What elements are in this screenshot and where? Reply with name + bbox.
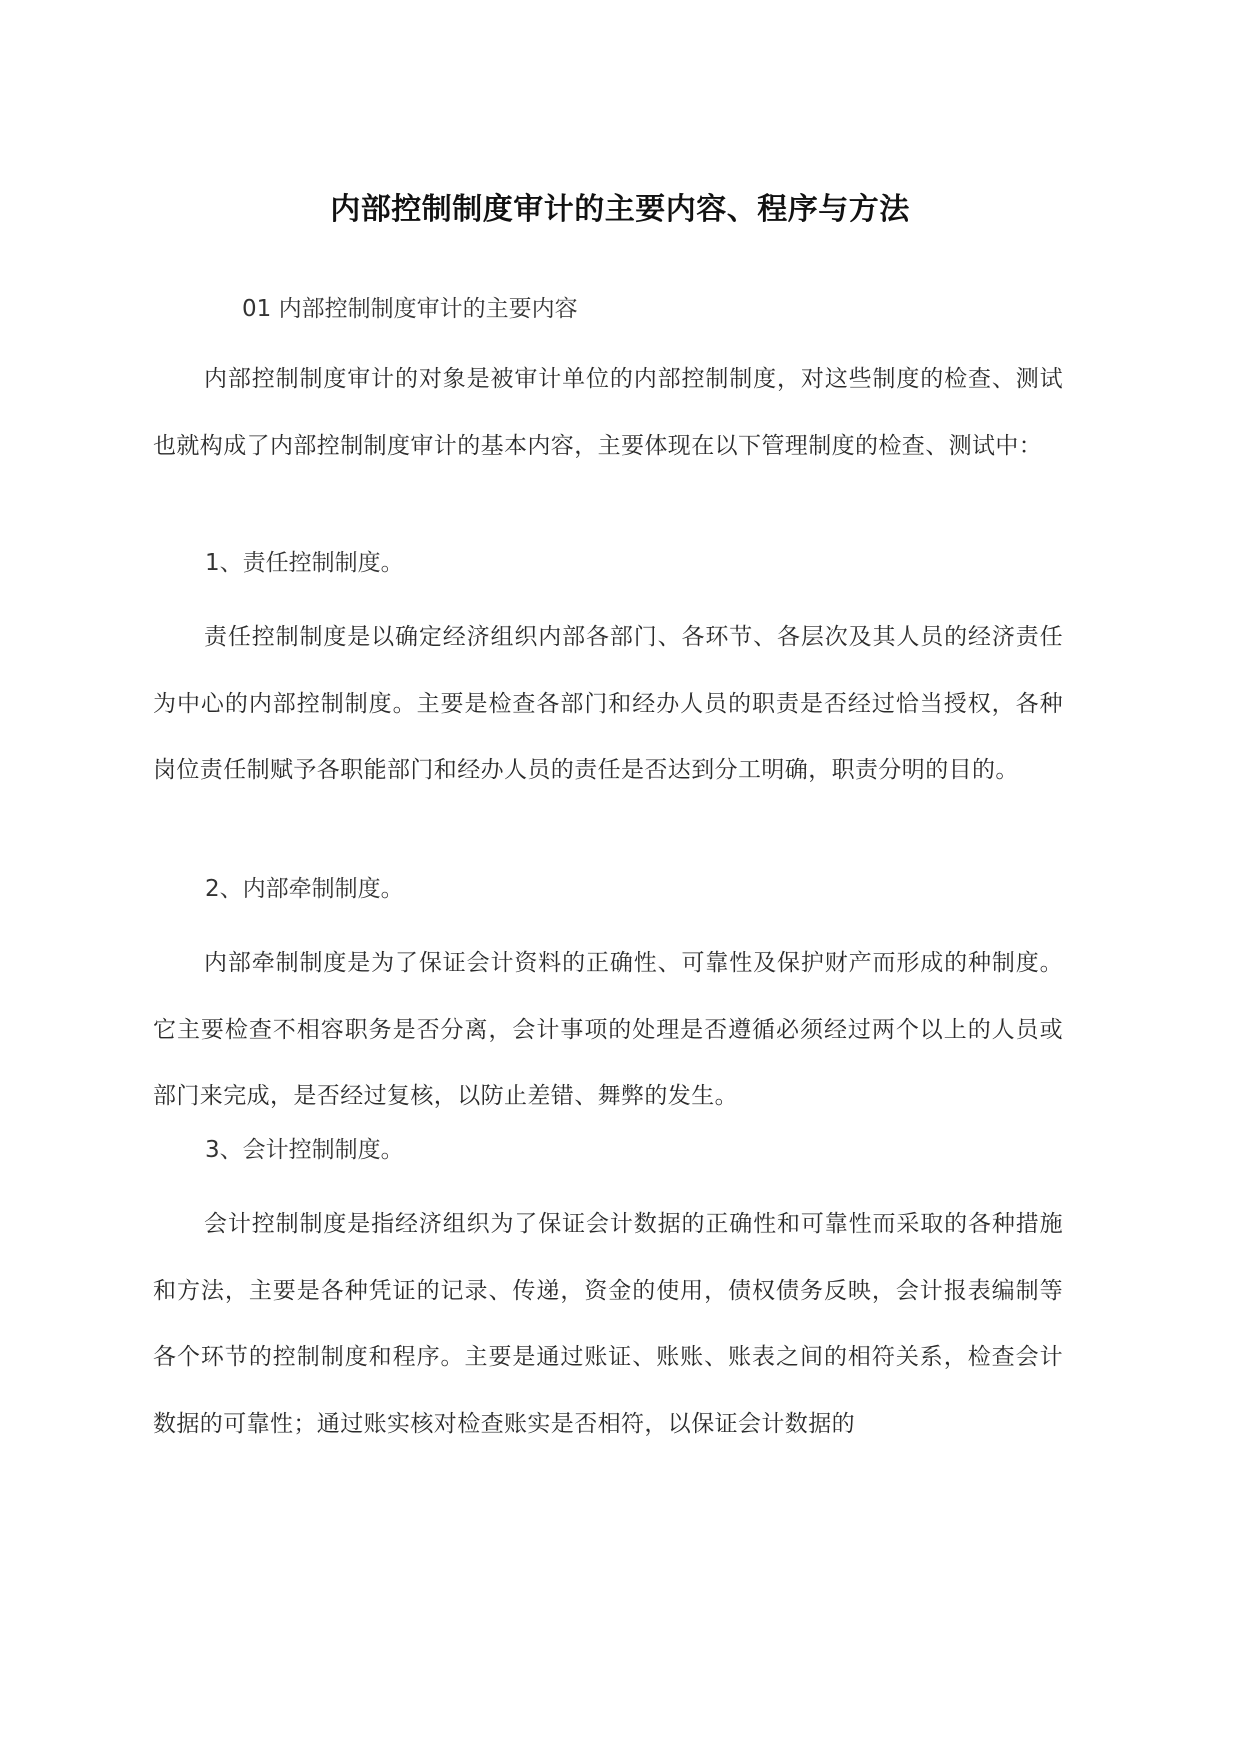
item-heading-1: 1、责任控制制度。 xyxy=(205,550,404,576)
item-heading-3: 3、会计控制制度。 xyxy=(205,1137,404,1163)
item-body-2: 内部牵制制度是为了保证会计资料的正确性、可靠性及保护财产而形成的种制度。它主要检查不相容职务是否分离，会计事项的处理是否遵循必须经过两个以上的人员或部门来完成，是否经过复核，以防止差错、舞弊的发生。 xyxy=(153,950,1063,1109)
section-heading: 01 内部控制制度审计的主要内容 xyxy=(242,296,578,322)
item-heading-2: 2、内部牵制制度。 xyxy=(205,876,404,902)
item-body-3: 会计控制制度是指经济组织为了保证会计数据的正确性和可靠性而采取的各种措施和方法，主要是各种凭证的记录、传递，资金的使用，债权债务反映，会计报表编制等各个环节的控制制度和程序。主要是通过账证、账账、账表之间的相符关系，检查会计数据的可靠性；通过账实核对检查账实是否相符，以保证会计数据的 xyxy=(153,1211,1063,1437)
item-body-1: 责任控制制度是以确定经济组织内部各部门、各环节、各层次及其人员的经济责任为中心的内部控制制度。主要是检查各部门和经办人员的职责是否经过恰当授权，各种岗位责任制赋予各职能部门和经办人员的责任是否达到分工明确，职责分明的目的。 xyxy=(153,624,1063,783)
document-title: 内部控制制度审计的主要内容、程序与方法 xyxy=(330,192,910,227)
intro-paragraph: 内部控制制度审计的对象是被审计单位的内部控制制度，对这些制度的检查、测试也就构成了内部控制制度审计的基本内容，主要体现在以下管理制度的检查、测试中： xyxy=(153,366,1063,459)
